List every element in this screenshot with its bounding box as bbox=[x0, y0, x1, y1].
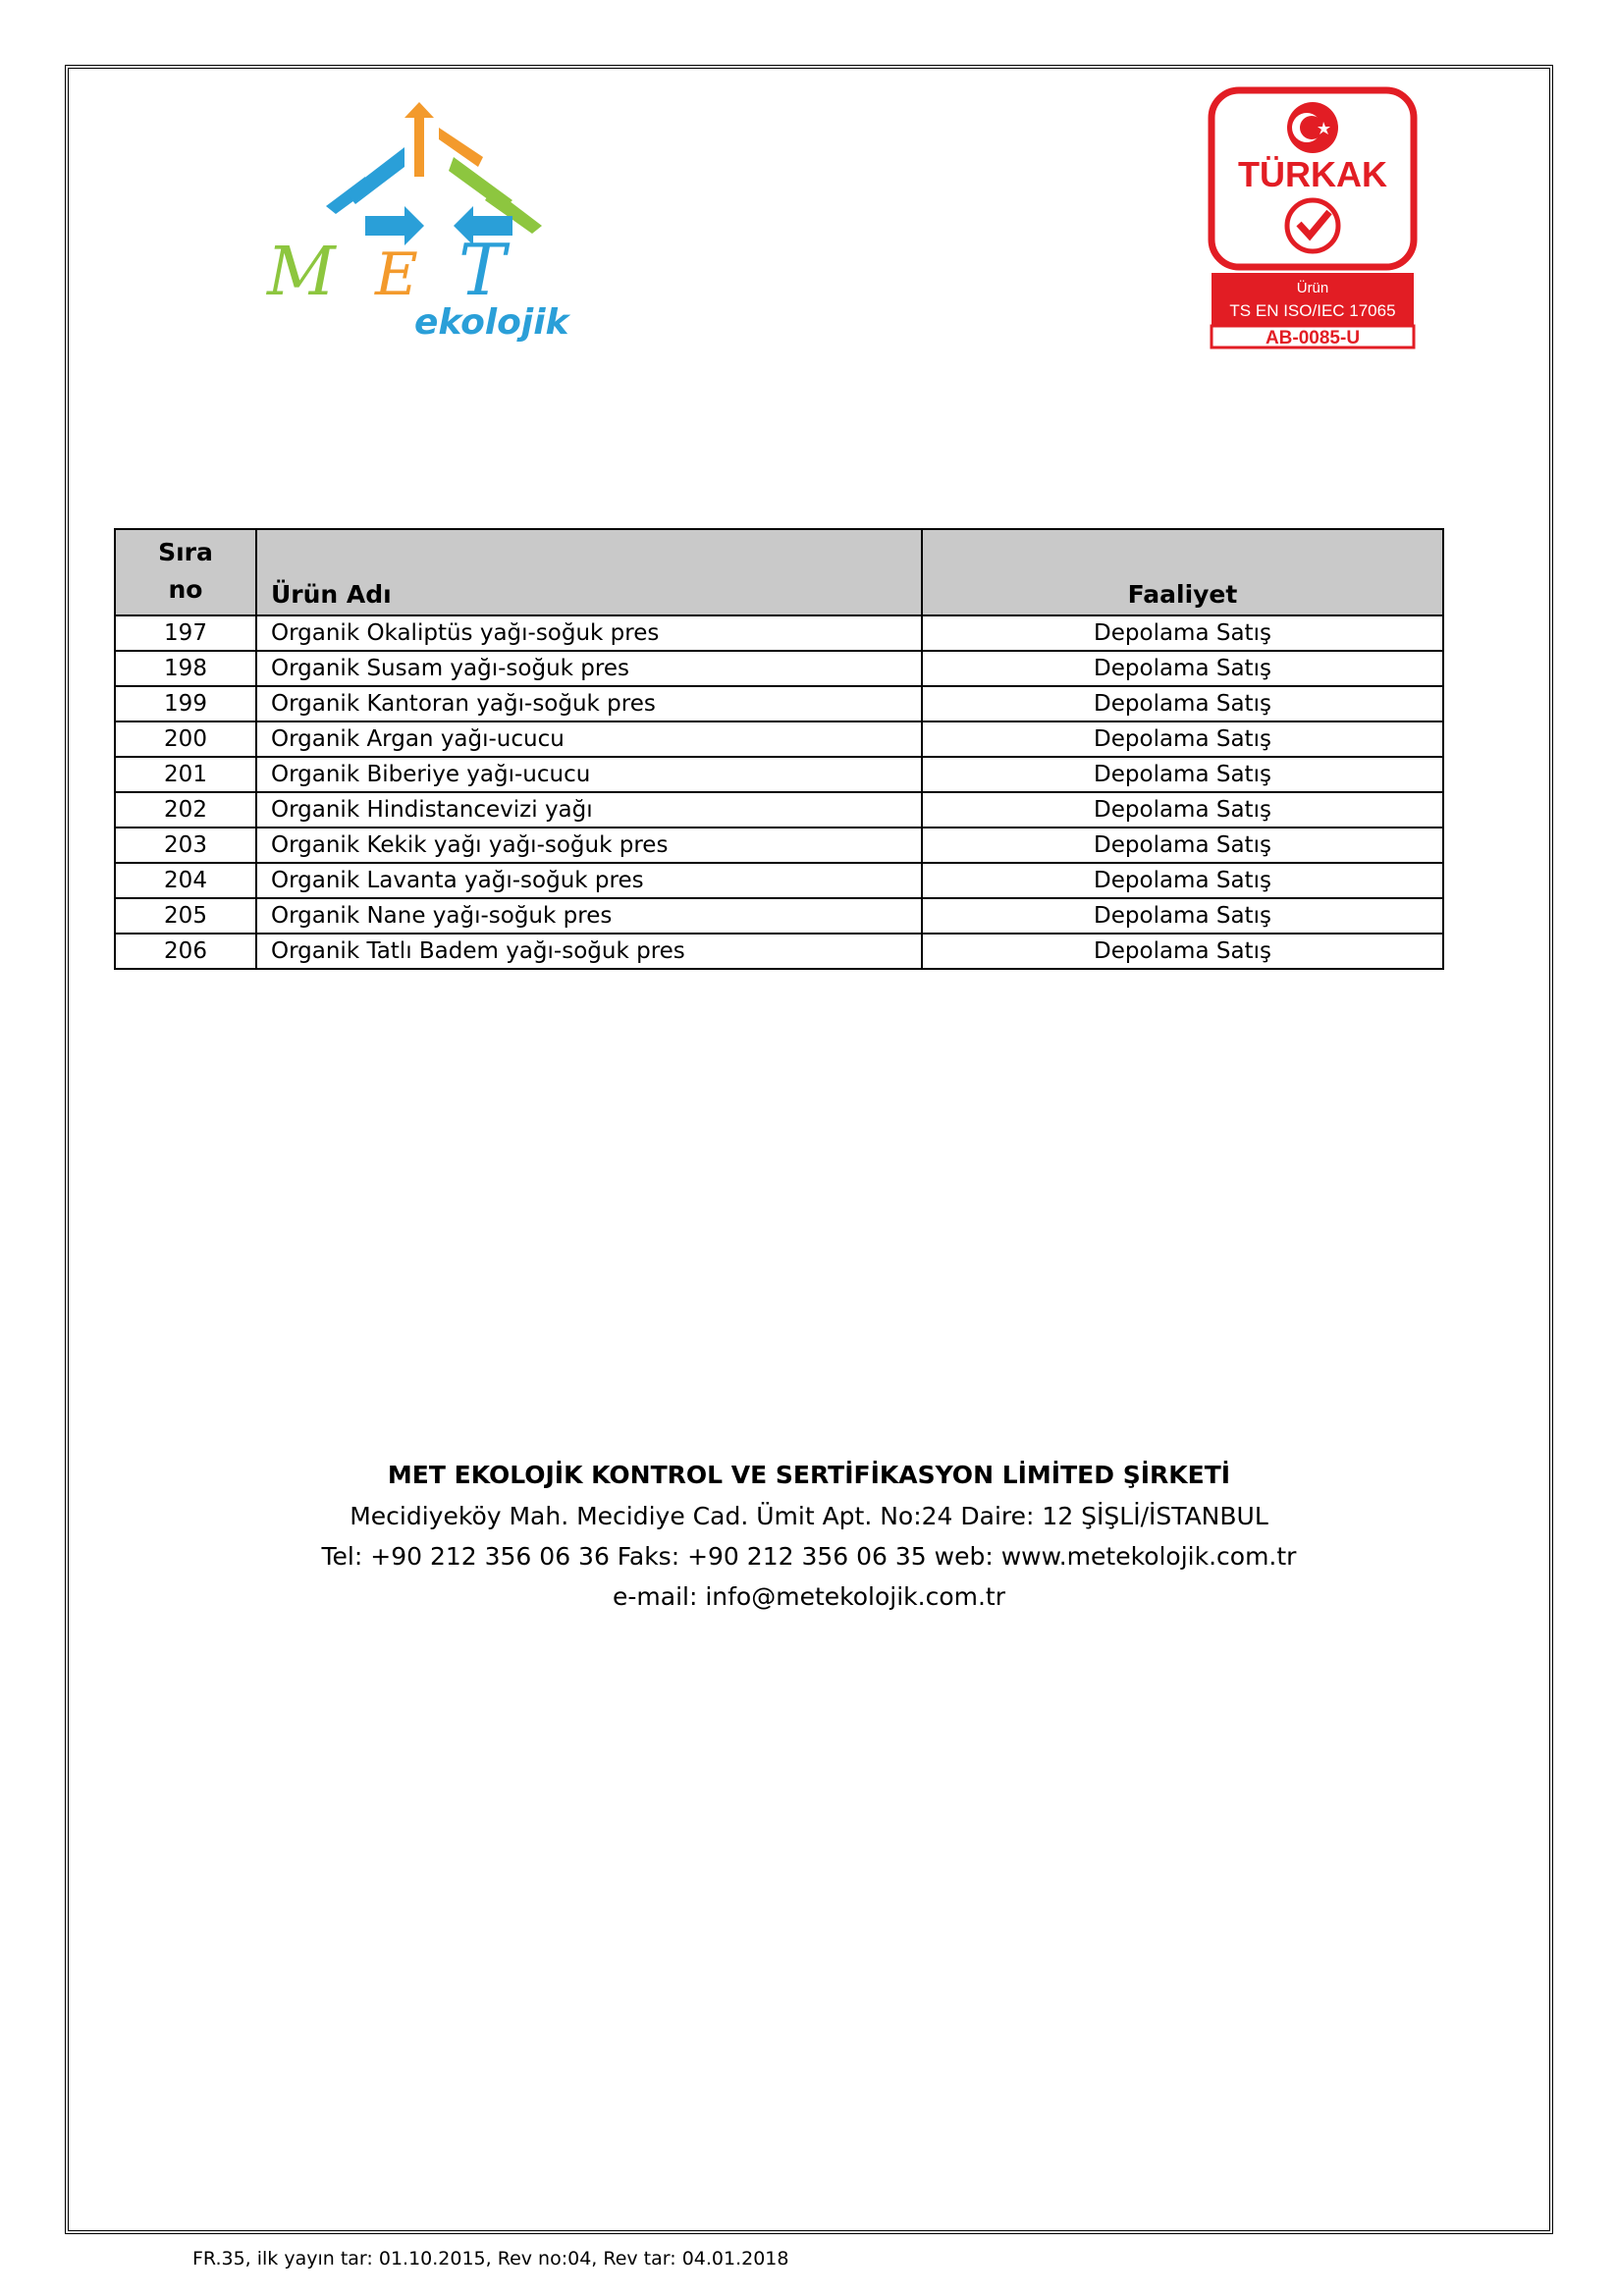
company-contact: Tel: +90 212 356 06 36 Faks: +90 212 356 06 35 web: www.metekolojik.com.tr bbox=[321, 1542, 1297, 1571]
product-table bbox=[114, 528, 1444, 970]
row-number: 202 bbox=[115, 792, 256, 828]
row-number: 200 bbox=[115, 721, 256, 757]
table-row bbox=[115, 721, 1443, 757]
product-activity: Depolama Satış bbox=[922, 898, 1443, 934]
table-row bbox=[115, 934, 1443, 969]
header-urun-adi: Ürün Adı bbox=[256, 529, 922, 615]
header-sira-no bbox=[115, 529, 256, 615]
product-name: Organik Susam yağı-soğuk pres bbox=[256, 651, 922, 686]
logo-letter-m: M bbox=[267, 234, 336, 311]
product-activity: Depolama Satış bbox=[922, 686, 1443, 721]
row-number: 203 bbox=[115, 828, 256, 863]
product-activity: Depolama Satış bbox=[922, 757, 1443, 792]
header-no: no bbox=[168, 575, 203, 604]
turkak-line-1: Ürün bbox=[1296, 280, 1329, 296]
turkak-badge bbox=[1208, 86, 1418, 351]
product-name: Organik Biberiye yağı-ucucu bbox=[256, 757, 922, 792]
logo-letter-e: E bbox=[375, 240, 418, 309]
turkak-name: TÜRKAK bbox=[1238, 154, 1387, 194]
product-name: Organik Nane yağı-soğuk pres bbox=[256, 898, 922, 934]
table-header-row bbox=[115, 529, 1443, 615]
row-number: 199 bbox=[115, 686, 256, 721]
met-ekolojik-logo bbox=[257, 98, 630, 353]
logo-letter-t: T bbox=[458, 229, 507, 311]
company-footer bbox=[65, 1455, 1553, 1617]
table-body bbox=[115, 615, 1443, 969]
logo-chevron-left-2 bbox=[346, 147, 404, 204]
product-name: Organik Kekik yağı yağı-soğuk pres bbox=[256, 828, 922, 863]
table-row bbox=[115, 615, 1443, 651]
table-row bbox=[115, 757, 1443, 792]
row-number: 197 bbox=[115, 615, 256, 651]
turkak-logo bbox=[1208, 86, 1418, 351]
product-activity: Depolama Satış bbox=[922, 721, 1443, 757]
company-name: MET EKOLOJİK KONTROL VE SERTİFİKASYON LİMİTED ŞİRKETİ bbox=[387, 1461, 1231, 1489]
logo-arrow-up bbox=[404, 102, 434, 177]
product-name: Organik Tatlı Badem yağı-soğuk pres bbox=[256, 934, 922, 969]
logo-ekolojik-text: ekolojik bbox=[414, 302, 569, 343]
row-number: 201 bbox=[115, 757, 256, 792]
form-revision-note: FR.35, ilk yayın tar: 01.10.2015, Rev no:04, Rev tar: 04.01.2018 bbox=[192, 2248, 789, 2269]
row-number: 204 bbox=[115, 863, 256, 898]
table-row bbox=[115, 863, 1443, 898]
product-activity: Depolama Satış bbox=[922, 651, 1443, 686]
row-number: 206 bbox=[115, 934, 256, 969]
table-row bbox=[115, 898, 1443, 934]
product-activity: Depolama Satış bbox=[922, 863, 1443, 898]
product-activity: Depolama Satış bbox=[922, 792, 1443, 828]
header-faaliyet: Faaliyet bbox=[922, 529, 1443, 615]
logo-arrow-right bbox=[365, 206, 424, 245]
row-number: 198 bbox=[115, 651, 256, 686]
turkak-line-2: TS EN ISO/IEC 17065 bbox=[1229, 301, 1396, 320]
header-sira: Sıra bbox=[158, 538, 213, 566]
product-name: Organik Kantoran yağı-soğuk pres bbox=[256, 686, 922, 721]
table-row bbox=[115, 828, 1443, 863]
page-border bbox=[65, 65, 1553, 2234]
product-name: Organik Hindistancevizi yağı bbox=[256, 792, 922, 828]
company-address: Mecidiyeköy Mah. Mecidiye Cad. Ümit Apt. No:24 Daire: 12 ŞİŞLİ/İSTANBUL bbox=[350, 1502, 1268, 1530]
product-name: Organik Argan yağı-ucucu bbox=[256, 721, 922, 757]
row-number: 205 bbox=[115, 898, 256, 934]
turkak-code: AB-0085-U bbox=[1265, 328, 1361, 348]
product-name: Organik Okaliptüs yağı-soğuk pres bbox=[256, 615, 922, 651]
table-row bbox=[115, 651, 1443, 686]
table-row bbox=[115, 792, 1443, 828]
product-name: Organik Lavanta yağı-soğuk pres bbox=[256, 863, 922, 898]
product-activity: Depolama Satış bbox=[922, 615, 1443, 651]
product-activity: Depolama Satış bbox=[922, 934, 1443, 969]
table-row bbox=[115, 686, 1443, 721]
company-email: e-mail: info@metekolojik.com.tr bbox=[613, 1582, 1005, 1611]
logo-chevron-right bbox=[439, 128, 483, 167]
product-activity: Depolama Satış bbox=[922, 828, 1443, 863]
